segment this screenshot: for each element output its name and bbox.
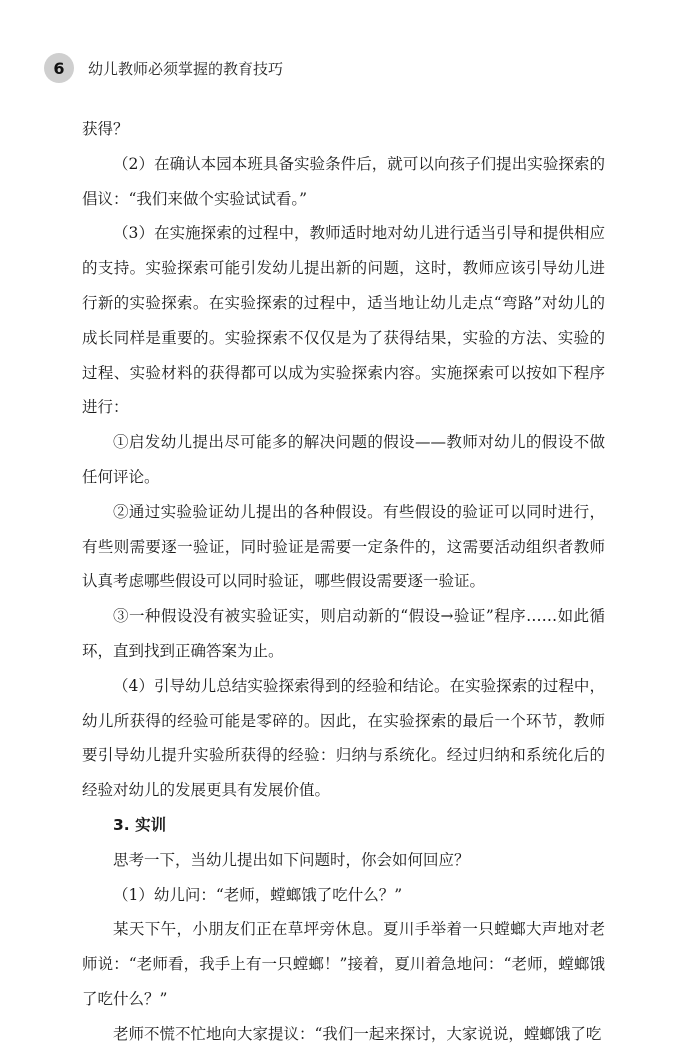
paragraph: ②通过实验验证幼儿提出的各种假设。有些假设的验证可以同时进行，有些则需要逐一验证，同时验证是需要一定条件的，这需要活动组织者教师认真考虑哪些假设可以同时验证，哪些假设需要逐一验证。 — [82, 502, 605, 591]
paragraph: ③一种假设没有被实验证实，则启动新的“假设→验证”程序……如此循环，直到找到正确答案为止。 — [82, 607, 605, 660]
paragraph: 获得？ — [82, 120, 129, 138]
page-header — [44, 53, 283, 83]
paragraph: （1）幼儿问：“老师，螳螂饿了吃什么？” — [113, 885, 403, 904]
paragraph: ①启发幼儿提出尽可能多的解决问题的假设——教师对幼儿的假设不做任何评论。 — [82, 433, 605, 486]
paragraph: 某天下午，小朋友们正在草坪旁休息。夏川手举着一只螳螂大声地对老师说：“老师看，我手上有一只螳螂！”接着，夏川着急地问：“老师，螳螂饿了吃什么？” — [82, 920, 605, 1008]
paragraph: 思考一下，当幼儿提出如下问题时，你会如何回应？ — [113, 850, 470, 869]
running-title: 幼儿教师必须掌握的教育技巧 — [88, 59, 284, 78]
paragraph: （4）引导幼儿总结实验探索得到的经验和结论。在实验探索的过程中，幼儿所获得的经验可能是零碎的。因此，在实验探索的最后一个环节，教师要引导幼儿提升实验所获得的经验：归纳与系统化。经过归纳和系统化后的经验对幼儿的发展更具有发展价值。 — [82, 676, 605, 800]
body-text — [82, 112, 605, 1052]
paragraph: （2）在确认本园本班具备实验条件后，就可以向孩子们提出实验探索的倡议：“我们来做个实验试试看。” — [82, 154, 605, 208]
paragraph: （3）在实施探索的过程中，教师适时地对幼儿进行适当引导和提供相应的支持。实验探索可能引发幼儿提出新的问题，这时，教师应该引导幼儿进行新的实验探索。在实验探索的过程中，适当地让幼儿走点“弯路”对幼儿的成长同样是重要的。实验探索不仅仅是为了获得结果，实验的方法、实验的过程、实验材料的获得都可以成为实验探索内容。实施探索可以按如下程序进行： — [82, 224, 605, 417]
paragraph: 老师不慌不忙地向大家提议：“我们一起来探讨，大家说说，螳螂饿了吃 — [113, 1024, 602, 1043]
page-number-badge: 6 — [44, 53, 74, 83]
section-heading: 3. 实训 — [113, 815, 167, 834]
